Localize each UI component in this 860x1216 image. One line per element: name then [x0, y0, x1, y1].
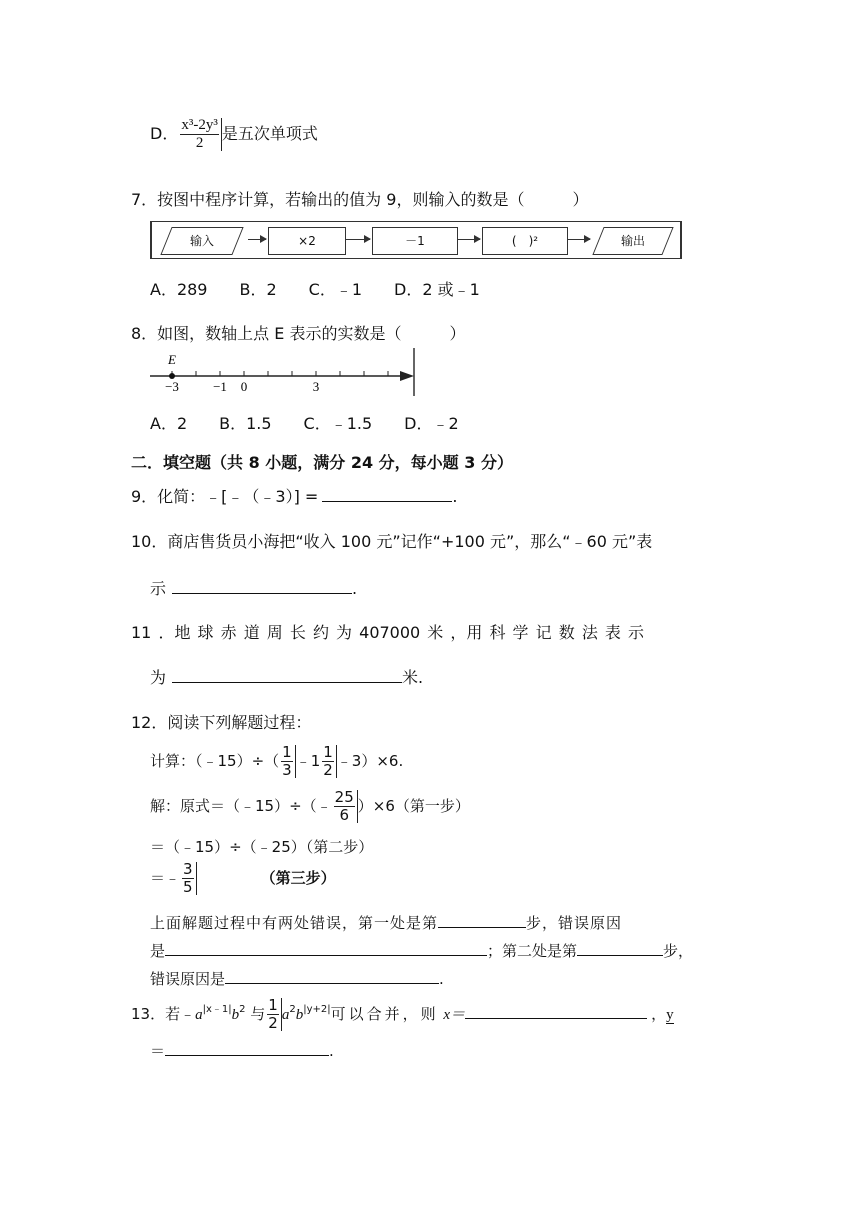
q13-line1: 13．若$﹣a^{|x﹣1|}b^2$ 与 $\frac{1}{2}$ $a^2b^{|y+2|}$可以合并，则 x＝ ，y: [131, 996, 674, 1032]
q9: [131, 484, 457, 507]
fraction: [178, 118, 222, 151]
arrow-icon: [458, 239, 480, 240]
q12-blank-step2[interactable]: [577, 941, 663, 956]
q11-line2: [150, 665, 423, 688]
q8-options: A．2 B．1.5 C．﹣1.5 D．﹣2: [150, 414, 459, 433]
denominator: 2: [268, 1014, 278, 1032]
option-label: D．: [150, 124, 179, 143]
text: （第三步）: [260, 869, 336, 887]
q8-text: 8．如图，数轴上点 E 表示的实数是（ ）: [131, 324, 466, 343]
q11-line1: 11 ．地 球 赤 道 周 长 约 为 407000 米 ，用 科 学 记 数 法 表 示: [131, 623, 644, 642]
square-box: ( )²: [482, 227, 568, 255]
numerator: x³-2y³: [181, 117, 218, 133]
q13-blank-x[interactable]: [465, 1004, 647, 1019]
q12-solution: [150, 790, 470, 823]
q12-step2: ＝（﹣15）÷（﹣25）（第二步）: [150, 838, 374, 856]
output-box: [592, 227, 673, 255]
q9-text: 9．化简：﹣[﹣（﹣3）] =: [131, 487, 319, 506]
q9-end: .: [452, 487, 458, 506]
section-2-heading: 二．填空题（共 8 小题，满分 24 分，每小题 3 分）: [131, 453, 513, 472]
q12-error-line3: [150, 968, 444, 989]
text: ，: [651, 1005, 667, 1023]
text: ﹣1: [295, 752, 321, 770]
q6-option-d: [150, 118, 318, 151]
denominator: 5: [183, 878, 193, 896]
q12-error-line2: [150, 940, 693, 961]
q12-title: 12．阅读下列解题过程：: [131, 713, 312, 732]
q11-end: 米.: [402, 668, 424, 687]
text: 上面解题过程中有两处错误，第一处是第: [150, 914, 439, 932]
text: 解：原式＝（﹣15）÷（﹣: [150, 797, 332, 815]
text: ；第二处是第: [487, 942, 578, 960]
subtract-box: －1: [372, 227, 458, 255]
text: ＝﹣: [150, 869, 181, 887]
arrow-icon: [248, 239, 266, 240]
text: 可以合并，则: [330, 1005, 439, 1023]
point-e-label: E: [168, 352, 176, 367]
denominator: 3: [282, 761, 292, 779]
arrow-icon: [568, 239, 590, 240]
denominator: 2: [323, 761, 333, 779]
text: ＝: [150, 1042, 166, 1060]
text: ﹣3）×6.: [336, 752, 404, 770]
denominator: 2: [195, 135, 204, 151]
program-flowchart: [150, 221, 682, 259]
numerator: 25: [334, 788, 354, 806]
q12-calc: [150, 745, 403, 778]
q12-blank-reason1[interactable]: [165, 941, 487, 956]
text: x＝: [443, 1007, 466, 1023]
numerator: 1: [268, 996, 278, 1014]
numerator: 1: [323, 743, 333, 761]
q10-line1: 10．商店售货员小海把“收入 100 元”记作“+100 元”，那么“﹣60 元”表: [131, 532, 653, 551]
q10-answer-blank[interactable]: [172, 579, 352, 594]
text: 错误原因是: [150, 970, 226, 988]
denominator: 6: [339, 806, 349, 824]
text: 步，: [663, 942, 694, 960]
flow-label: 输出: [620, 234, 645, 248]
text: y: [666, 1007, 674, 1023]
q10-text: 示: [150, 579, 167, 598]
text: .: [439, 970, 444, 988]
tick-label: 0: [240, 379, 248, 394]
text: 13．若﹣: [131, 1005, 196, 1023]
q12-blank-step1[interactable]: [438, 913, 526, 928]
q13-line2: [150, 1040, 334, 1061]
q10-line2: [150, 576, 357, 599]
text: 与: [250, 1005, 266, 1023]
arrow-icon: [346, 239, 370, 240]
fraction: [180, 862, 197, 895]
text: 计算：（﹣15）÷（: [150, 752, 280, 770]
numerator: 3: [183, 860, 193, 878]
fraction: [265, 998, 282, 1031]
q7-options: A．289 B．2 C．﹣1 D．2 或﹣1: [150, 280, 480, 299]
tick-labels: [165, 379, 319, 394]
number-line: [146, 348, 418, 396]
tick-label: −3: [165, 379, 179, 394]
fraction: [320, 745, 337, 778]
tick-label: 3: [312, 379, 320, 394]
fraction: [332, 790, 358, 823]
axis-arrow-icon: [400, 371, 414, 381]
q7-text: 7．按图中程序计算，若输出的值为 9，则输入的数是（ ）: [131, 190, 589, 209]
numerator: 1: [282, 743, 292, 761]
multiply-box: ×2: [268, 227, 346, 255]
flow-label: 输入: [189, 234, 214, 248]
fraction: [279, 745, 296, 778]
text: .: [329, 1042, 334, 1060]
q13-blank-y[interactable]: [165, 1041, 329, 1056]
q10-end: .: [352, 579, 358, 598]
tick-label: −1: [213, 379, 227, 394]
q12-error-line1: [150, 912, 622, 933]
option-text: 是五次单项式: [221, 124, 318, 143]
text: 是: [150, 942, 166, 960]
q9-answer-blank[interactable]: [322, 487, 452, 502]
q12-step3: [150, 862, 336, 895]
q12-blank-reason2[interactable]: [225, 969, 439, 984]
q11-text: 为: [150, 668, 167, 687]
q11-answer-blank[interactable]: [172, 668, 402, 683]
input-box: [160, 227, 243, 255]
text: 步，错误原因: [526, 914, 623, 932]
text: ）×6（第一步）: [357, 797, 470, 815]
